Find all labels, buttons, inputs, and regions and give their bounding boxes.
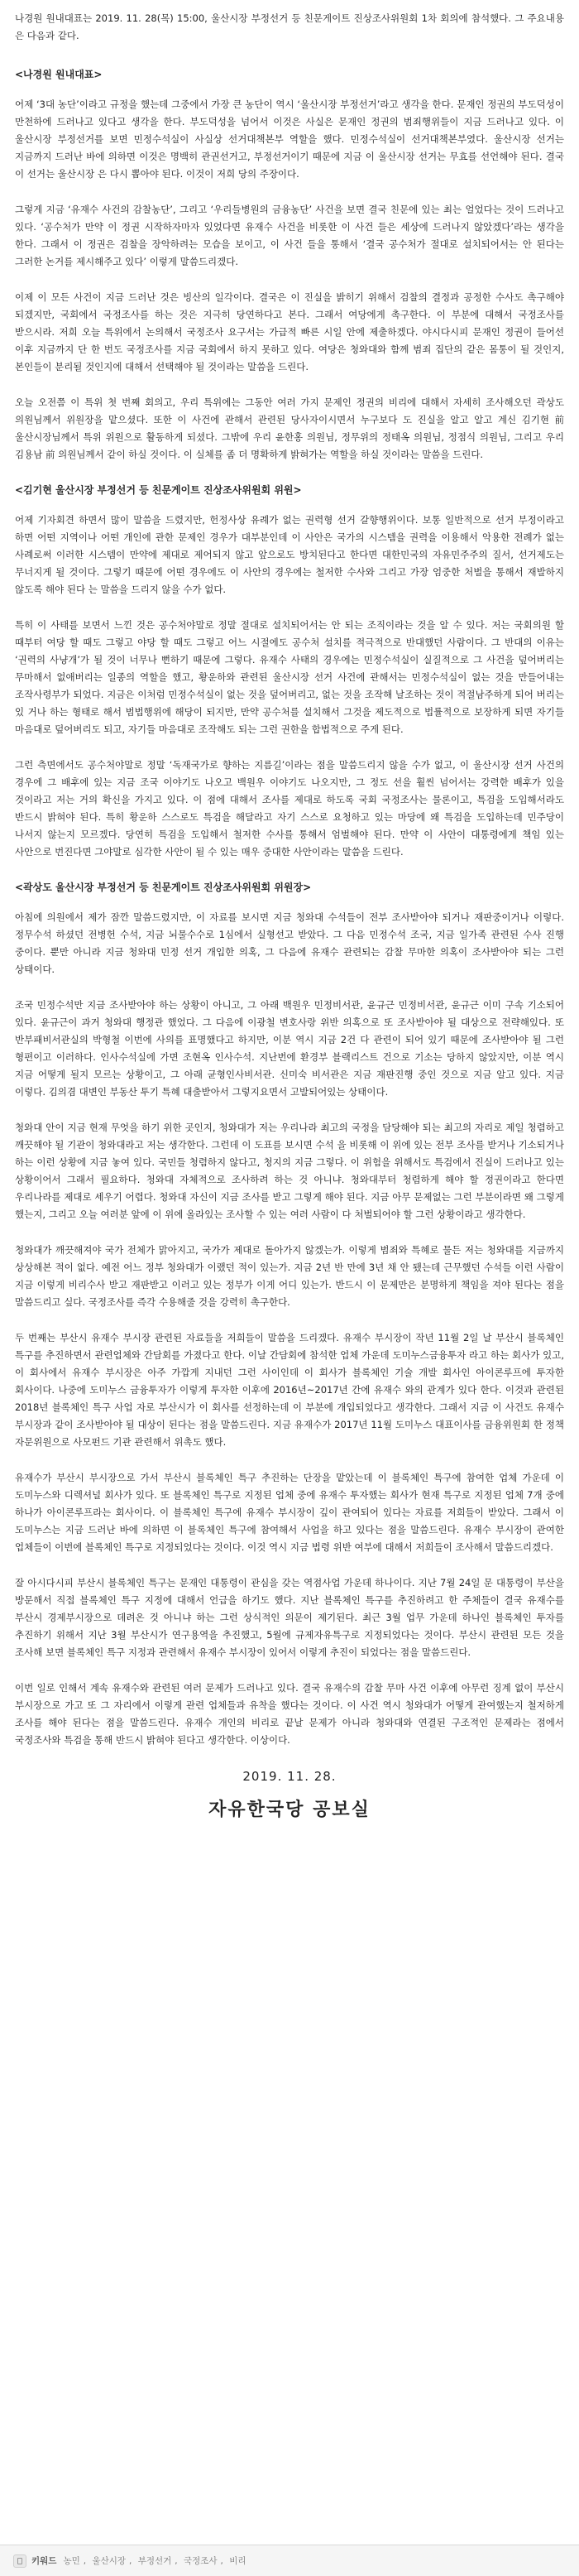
keyword-link[interactable]: 비리	[229, 2556, 246, 2566]
section-2	[15, 482, 564, 861]
issuing-organization: 자유한국당 공보실	[208, 1800, 371, 1820]
section-1	[15, 66, 564, 464]
keyword-list	[63, 2554, 249, 2567]
paragraph: 아침에 의원에서 제가 잠깐 말씀드렸지만, 이 자료를 보시면 지금 청와대 수석들이 전부 조사받아야 되거나 재판중이거나 이렇다. 정무수석 하셨던 전병헌 수석, 지금 뇌물수수로 1심에서 실형선고 받았다. 그 다음 민정수석 조국, 지금 일가족 관련된 수사 진행 중이다. 뿐만 아니라 지금 청와대 민정 선거 개입한 의혹, 그 다음에 유재수 관련되는 감찰 무마한 의혹이 조사받아야 되는 그런 상태이다.	[15, 911, 564, 975]
keyword-separator: ,	[220, 2556, 223, 2566]
paragraph: 청와대가 깨끗해져야 국가 전체가 맑아지고, 국가가 제대로 돌아가지 않겠는가. 이렇게 범죄와 특혜로 물든 저는 청와대를 지금까지 상상해본 적이 없다. 예전 어느 정부 청와대가 이랬던 적이 있는가. 지금 2년 반 만에 3년 채 안 됐는데 근무했던 수석들 이런 사람이 지금 이렇게 비리수사 받고 재판받고 이러고 있는 정부가 이게 어디 있는가. 반드시 이 문제만은 분명하게 책임을 져야 된다는 점을 말씀드리고 싶다. 국정조사를 즉각 수용해줄 것을 강력히 촉구한다.	[15, 1244, 564, 1308]
keywords-bar	[0, 2545, 579, 2576]
paragraph: 이제 이 모든 사건이 지금 드러난 것은 빙산의 일각이다. 결국은 이 진실을 밝히기 위해서 검찰의 결정과 공정한 수사도 촉구해야 되겠지만, 국회에서 국정조사를 하는 것은 지극히 당연하다고 본다. 그래서 여당에게 촉구한다. 이 부분에 대해서 국정조사를 받으시라. 저희 오늘 특위에서 논의해서 국정조사 요구서는 가급적 빠른 시일 안에 제출하겠다. 야시다시피 문재인 정권이 들어선 이후 지금까지 단 한 번도 국정조사를 지금 국회에서 하지 못하고 있다. 여당은 청와대와 함께 범죄 집단의 같은 몸통이 될 것인지, 본인들이 분리될 것인지에 대해서 선택해야 될 것이라는 말씀을 드린다.	[15, 291, 564, 372]
keyword-link[interactable]: 울산시장	[92, 2556, 126, 2566]
paragraph: 어제 기자회견 하면서 많이 말씀을 드렸지만, 헌정사상 유례가 없는 권력형 선거 갈향행위이다. 보통 일반적으로 선거 부정이라고 하면 어떤 지역이나 어떤 개인에 관한 문제인 경우가 대부분인데 이 사안은 국가의 시스템을 권력을 이용해서 악용한 전례가 없는 사례로써 이러한 시스템이 만약에 제대로 제어되지 않고 앞으로도 방치된다고 한다면 대한민국의 자유민주주의 질서, 선거제도는 무너지게 될 것이다. 그렇기 때문에 어떤 경우에도 이 사안의 경우에는 철저한 수사와 그리고 가장 엄중한 처벌을 통해서 재발하지 않도록 해야 된다 는 말씀을 드리지 않을 수가 없다.	[15, 514, 564, 595]
paragraph: 그렇게 지금 ‘유재수 사건의 감찰농단’, 그리고 ‘우리들병원의 금융농단’ 사건을 보면 결국 친문에 있는 최는 얼었다는 것이 드러나고 있다. ‘공수처가 만약 이 정권 시작하자마자 있었다면 유재수 사건을 비롯한 이 사건 들은 세상에 드러나지 않았겠다’라는 생각을 한다. 그래서 이 정권은 검찰을 장악하려는 모습을 보이고, 이 사건 들을 통해서 ‘결국 공수처가 절대로 설치되어서는 안 된다는 그러한 논거를 제시해주고 있다’ 이렇게 말씀드리겠다.	[15, 204, 564, 267]
paragraph: 이번 일로 인해서 계속 유재수와 관련된 여러 문제가 드러나고 있다. 결국 유재수의 감찰 무마 사건 이후에 아무런 징계 없이 부산시 부시장으로 가고 또 그 자리에서 이렇게 관련 업체들과 유착을 했다는 것이다. 이 사건 역시 청와대가 어떻게 관여했는지 철저하게 조사를 해야 된다는 점을 말씀드린다. 유재수 개인의 비리로 끝날 문제가 아니라 청와대와 연결된 구조적인 문제라는 점에서 국정조사와 특검을 통해 반드시 밝혀야 된다고 생각한다. 이상이다.	[15, 1682, 564, 1746]
paragraph: 오늘 오전쯤 이 특위 첫 번째 회의고, 우리 특위에는 그동안 여러 가지 문제인 정권의 비리에 대해서 자세히 조사해오던 곽상도 의원님께서 위원장을 맡으셨다. 또한 이 사건에 관해서 관련된 당사자이시면서 누구보다 도 진실을 알고 알고 계신 김기현 前 울산시장님께서 특위 위원으로 활동하게 되셨다. 그밖에 우리 윤한홍 의원님, 정무위의 정태옥 의원님, 정점식 의원님, 그리고 우리 김용남 前 의원님께서 같이 하실 것이다. 이 실체를 좀 더 명확하게 밝혀가는 역할을 하실 것이라는 말씀을 드린다.	[15, 396, 564, 460]
section-title: <곽상도 울산시장 부정선거 등 친문게이트 진상조사위원회 위원장>	[15, 882, 312, 893]
keyword-link[interactable]: 국정조사	[183, 2556, 218, 2566]
keyword-link[interactable]: 부정선거	[137, 2556, 172, 2566]
intro-paragraph: 나경원 원내대표는 2019. 11. 28(목) 15:00, 울산시장 부정선거 등 친문게이트 진상조사위원회 1차 회의에 참석했다. 그 주요내용은 다음과 같다.	[15, 12, 564, 41]
paragraph: 그런 측면에서도 공수처야말로 정말 ‘독재국가로 향하는 지름길’이라는 점을 말씀드리지 않을 수가 없고, 이 울산시장 선거 사건의 경우에 그 배후에 있는 지금 조국 이야기도 나오고 백원우 이야기도 나오지만, 그 정도 선을 훨씬 넘어서는 강력한 배후가 있을 것이라고 저는 거의 확신을 가지고 있다. 이 점에 대해서 조사를 제대로 하도록 국회 국정조사는 물론이고, 특검을 도입해서라도 반드시 밝혀야 된다. 특히 황운하 스스로도 특검을 해달라고 자기 스스로 요청하고 있는 마당에 왜 특검을 도입하는데 민주당이 나서지 않는지 모르겠다. 당연히 특검을 도입해서 철저한 수사를 통해서 엄벌해야 된다. 만약 이 사안이 대통령에게 책임 있는 사안으로 번진다면 그야말로 심각한 사안이 될 수 있는 매우 중대한 사안이라는 말씀을 드린다.	[15, 759, 564, 858]
paragraph: 특히 이 사태를 보면서 느낀 것은 공수처야말로 정말 절대로 설치되어서는 안 되는 조직이라는 것을 알 수 있다. 저는 국회의원 할 때부터 여당 할 때도 그렇고 야당 할 때도 그렇고 어느 시절에도 공수처 설치를 적극적으로 반대했던 사람이다. 그 반대의 이유는 ‘권력의 사냥개’가 될 것이 너무나 뻔하기 때문에 그렇다. 유재수 사태의 경우에는 민정수석실이 실질적으로 그 사건을 덮어버리는 무마해서 없애버리는 일종의 역할을 했고, 황운하와 관련된 울산시장 선거 사건에 관해서는 민정수석실이 없는 것을 만들어내는 조작사령부가 되었다. 지금은 이처럼 민정수석실이 없는 것을 덮어버리고, 없는 것을 조작해 날조하는 것이 적절남주하게 되어 버리는 있 거나 하는 형태로 해서 범법행위에 해당이 되지만, 만약 공수처를 설치해서 그것을 제도적으로 법률적으로 보장하게 되면 자기들 마음대로 덮어버리도 되고, 자기들 마음대로 조작해도 되는 그런 권한을 합법적으로 주게 된다.	[15, 619, 564, 735]
keyword-separator: ,	[175, 2556, 178, 2566]
tag-icon	[13, 2554, 26, 2568]
section-3	[15, 879, 564, 1749]
release-date: 2019. 11. 28.	[242, 1769, 337, 1784]
section-title: <나경원 원내대표>	[15, 69, 103, 80]
paragraph: 두 번째는 부산시 유재수 부시장 관련된 자료들을 저희들이 말씀을 드리겠다. 유재수 부시장이 작년 11월 2일 날 부산시 블록체인 특구를 추진하면서 관련업체와 간담회를 가졌다고 한다. 이날 간담회에 참석한 업체 가운데 도미누스금융투자 라고 하는 회사가 있고, 이 회사에서 유재수 부시장은 아주 가깝게 지내던 그런 사이인데 이 회사가 블록체인 기술 개발 회사인 아이콘루프에 투자한 회사이다. 나중에 도미누스 금융투자가 이렇게 투자한 이후에 2016년~2017년 간에 유재수 와의 관계가 있다 한다. 이것과 관련된 2018년 블록체인 특구 사업 자로 부산시가 이 회사를 선정하는데 이 부분에 개입되었다고 생각한다. 그래서 지금 이 사건도 유재수 부시장과 같이 조사받아야 될 대상이 된다는 점을 말씀드린다. 지금 유재수가 2017년 11월 도미누스 대표이사를 금융위원회 한 정책 자문위원으로 사모펀드 기관 관련해서 위촉도 했다.	[15, 1332, 564, 1448]
paragraph: 청와대 안이 지금 현재 무엇을 하기 위한 곳인지, 청와대가 저는 우리나라 최고의 국정을 담당해야 되는 최고의 자리로 제일 청렴하고 깨끗해야 될 기관이 청와대라고 저는 생각한다. 그런데 이 도표를 보시면 수석 을 비롯해 이 위에 있는 전부 조사를 받거나 기소되거나 하는 이런 상황에 지금 놓여 있다. 국민들 청렴하지 않다고, 청지의 지금 그렇다. 이 위험을 위해서도 특검에서 진실이 드러나고 있는 상황이어서 그래서 필요하다. 청와대 자체적으로 조사하려 하는 것 아니냐. 청와대부터 청렴하게 해야 할 정권이라고 한다면 우리나라를 제대로 세우기 어렵다. 청와대 자신이 지금 조사를 받고 그렇게 해야 된다. 지금 아무 문제없는 그런 부분이라면 왜 그렇게 했는지, 그리고 오늘 여러분 앞에 이 위에 올라있는 조사할 수 있는 여러 사람이 다 처벌되어야 할 그런 상황이라고 생각한다.	[15, 1122, 564, 1220]
keyword-link[interactable]: 농민	[63, 2556, 80, 2566]
keywords-label: 키워드	[31, 2556, 57, 2566]
paragraph: 유재수가 부산시 부시장으로 가서 부산시 블록체인 특구 추진하는 단장을 맡았는데 이 블록체인 특구에 참여한 업체 가운데 이 도미누스와 디렉셔널 회사가 있다. 또 블록체인 특구로 지정된 업체 중에 유재수 투자했는 회사가 현재 특구로 지정된 업체 7개 중에 하나가 아이콘루프라는 회사이다. 이 블록체인 특구에 유재수 부시장이 깊이 관여되어 있다는 자료를 저희들이 받았다. 그래서 이 도미누스는 지금 드러난 바에 의하면 이 블록체인 특구에 참여해서 사업을 하고 있다는 점을 말씀드린다. 유재수 부시장이 관여한 업체들이 이번에 블록체인 특구로 지정되었다는 것이다. 이것 역시 지금 법령 위반 여부에 대해서 저희들이 조사해서 말씀드리겠다.	[15, 1472, 564, 1553]
keyword-separator: ,	[129, 2556, 132, 2566]
paragraph: 어제 ‘3대 농단’이라고 규정을 했는데 그중에서 가장 큰 농단이 역시 ‘울산시장 부정선거’라고 생각을 한다. 문재인 정권의 부도덕성이 만천하에 드러나고 있다고 생각을 한다. 부도덕성을 넘어서 이것은 사실은 문재인 정권의 범죄행위들이 지금 드러나고 있다. 이 울산시장 부정선거를 보면 민정수석실이 사실상 선거대책본부 역할을 했다. 민정수석실이 선거대책본부였다. 울산시장 선거는 지금까지 드러난 바에 의하면 이것은 명백히 관권선거고, 부정선거이기 때문에 지금 이 울산시장 선거는 무효를 선언해야 된다. 결국 이 선거는 울산시장 은 다시 뽑아야 된다. 이것이 저희 당의 주장이다.	[15, 99, 564, 180]
section-title: <김기현 울산시장 부정선거 등 친문게이트 진상조사위원회 위원>	[15, 484, 302, 496]
paragraph: 잘 아시다시피 부산시 블록체인 특구는 문재인 대통령이 관심을 갖는 역점사업 가운데 하나이다. 지난 7월 24일 문 대통령이 부산을 방문해서 직접 블록체인 특구 지정에 대해서 언급을 하기도 했다. 지난 블록체인 특구를 추진하려고 한 주체들이 결국 유재수를 부산시 경제부시장으로 데려온 것 아니냐 하는 그런 상식적인 의문이 제기된다. 최근 3월 업무 가운데 하나인 블록체인 투자를 추진하기 위해서 지난 3월 부산시가 연구용역을 추진했고, 5월에 규제자유특구로 지정되었다는 것이다. 부산시 관련된 모든 것을 조사해 보면 블록체인 특구 지정과 관련해서 유재수 부시장이 있어서 이렇게 추진이 되었다는 점을 말씀드린다.	[15, 1577, 564, 1658]
keyword-separator: ,	[83, 2556, 87, 2566]
paragraph: 조국 민정수석만 지금 조사받아야 하는 상황이 아니고, 그 아래 백원우 민정비서관, 윤규근 민정비서관, 윤규근 이미 구속 기소되어 있다. 윤규근이 과거 청와대 행정관 했었다. 그 다음에 이광철 변호사랑 위반 의혹으로 또 조사받아야 될 대상으로 전략해있다. 또 반부패비서관실의 박형철 이번에 사의를 표명했다고 하지만, 이분 역시 지금 2건 다 관련이 되어 있기 때문에 조사받아야 될 그런 형편이고 이러하다. 인사수석실에 가면 조현옥 인사수석. 지난번에 환경부 블랙리스트 건으로 기소는 당하지 않았지만, 이분 역시 지금 어떻게 될지 모르는 상황이고, 그 아래 균형인사비서관. 신미숙 비서관은 지금 재판진행 중인 것으로 지금 알고 있다. 지금 이렇다. 김의겸 대변인 부동산 투기 특혜 대출받아서 그렇지요면서 고발되어있는 상태이다.	[15, 999, 564, 1098]
